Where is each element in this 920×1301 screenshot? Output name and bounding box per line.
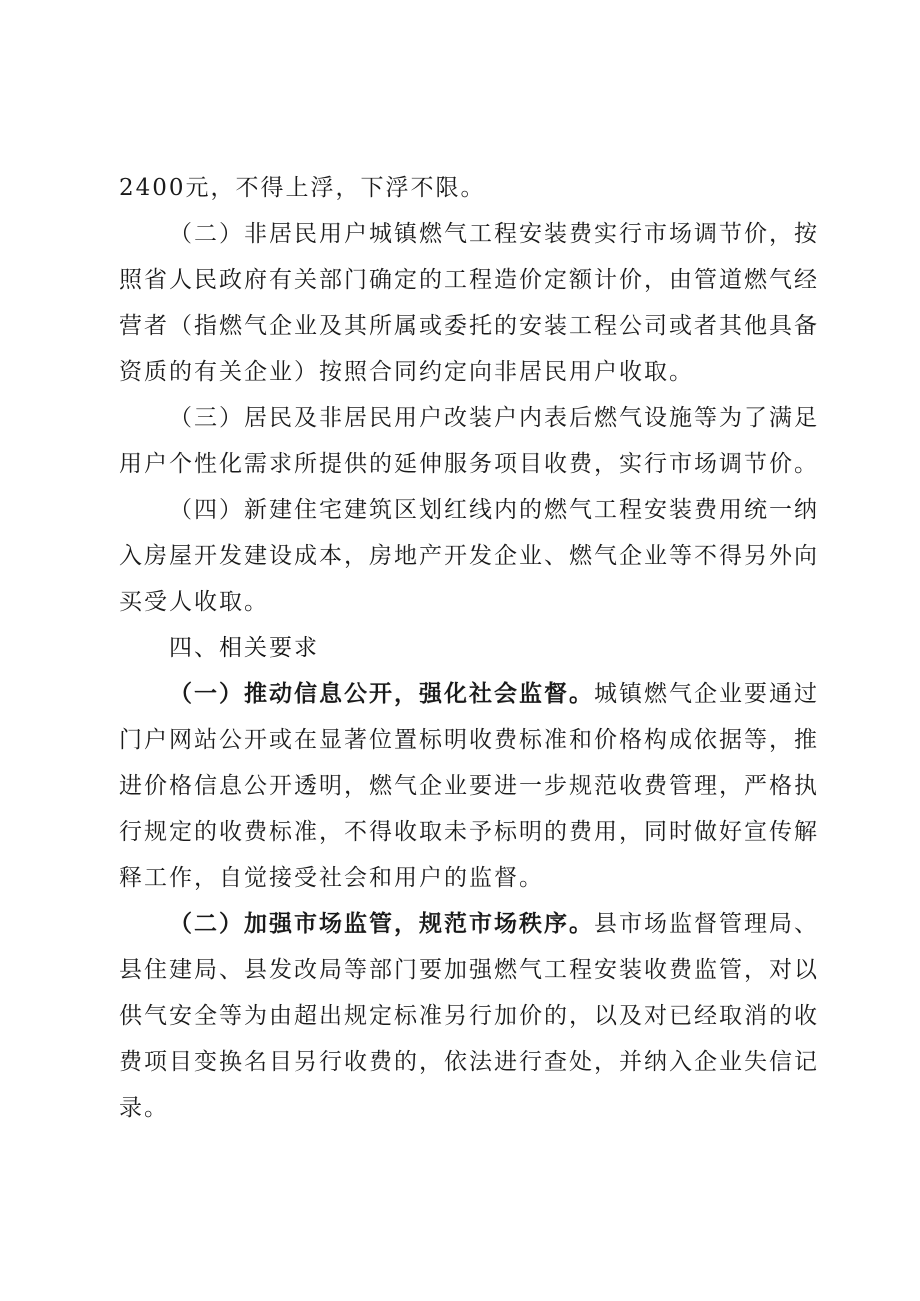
- paragraph-lead-market-supervision: （二）加强市场监管，规范市场秩序。: [169, 910, 594, 937]
- section-heading-requirements: 四、相关要求: [169, 635, 319, 661]
- paragraph-fee-limit: 2400元，不得上浮，下浮不限。: [119, 175, 486, 201]
- paragraph-new-housing-fee: （四）新建住宅建筑区划红线内的燃气工程安装费用统一纳入房屋开发建设成本，房地产开发企业、燃气企业等不得另外向买受人收取。: [119, 497, 819, 615]
- document-body: [119, 165, 819, 1131]
- paragraph-lead-info-disclosure: （一）推动信息公开，强化社会监督。: [169, 680, 594, 707]
- paragraph-extended-service-fee: （三）居民及非居民用户改装户内表后燃气设施等为了满足用户个性化需求所提供的延伸服务项目收费，实行市场调节价。: [119, 405, 819, 477]
- paragraph-non-resident-install-fee: （二）非居民用户城镇燃气工程安装费实行市场调节价，按照省人民政府有关部门确定的工程造价定额计价，由管道燃气经营者（指燃气企业及其所属或委托的安装工程公司或者其他具备资质的有关企业）按照合同约定向非居民用户收取。: [119, 221, 819, 385]
- paragraph-info-disclosure: [119, 671, 819, 901]
- paragraph-market-supervision: [119, 901, 819, 1131]
- paragraph-body-market-supervision: 县市场监督管理局、县住建局、县发改局等部门要加强燃气工程安装收费监管，对以供气安全等为由超出规定标准另行加价的，以及对已经取消的收费项目变换名目另行收费的，依法进行查处，并纳入企业失信记录。: [119, 911, 819, 1121]
- paragraph-body-info-disclosure: 城镇燃气企业要通过门户网站公开或在显著位置标明收费标准和价格构成依据等，推进价格信息公开透明，燃气企业要进一步规范收费管理，严格执行规定的收费标准，不得收取未予标明的费用，同时做好宣传解释工作，自觉接受社会和用户的监督。: [119, 681, 819, 891]
